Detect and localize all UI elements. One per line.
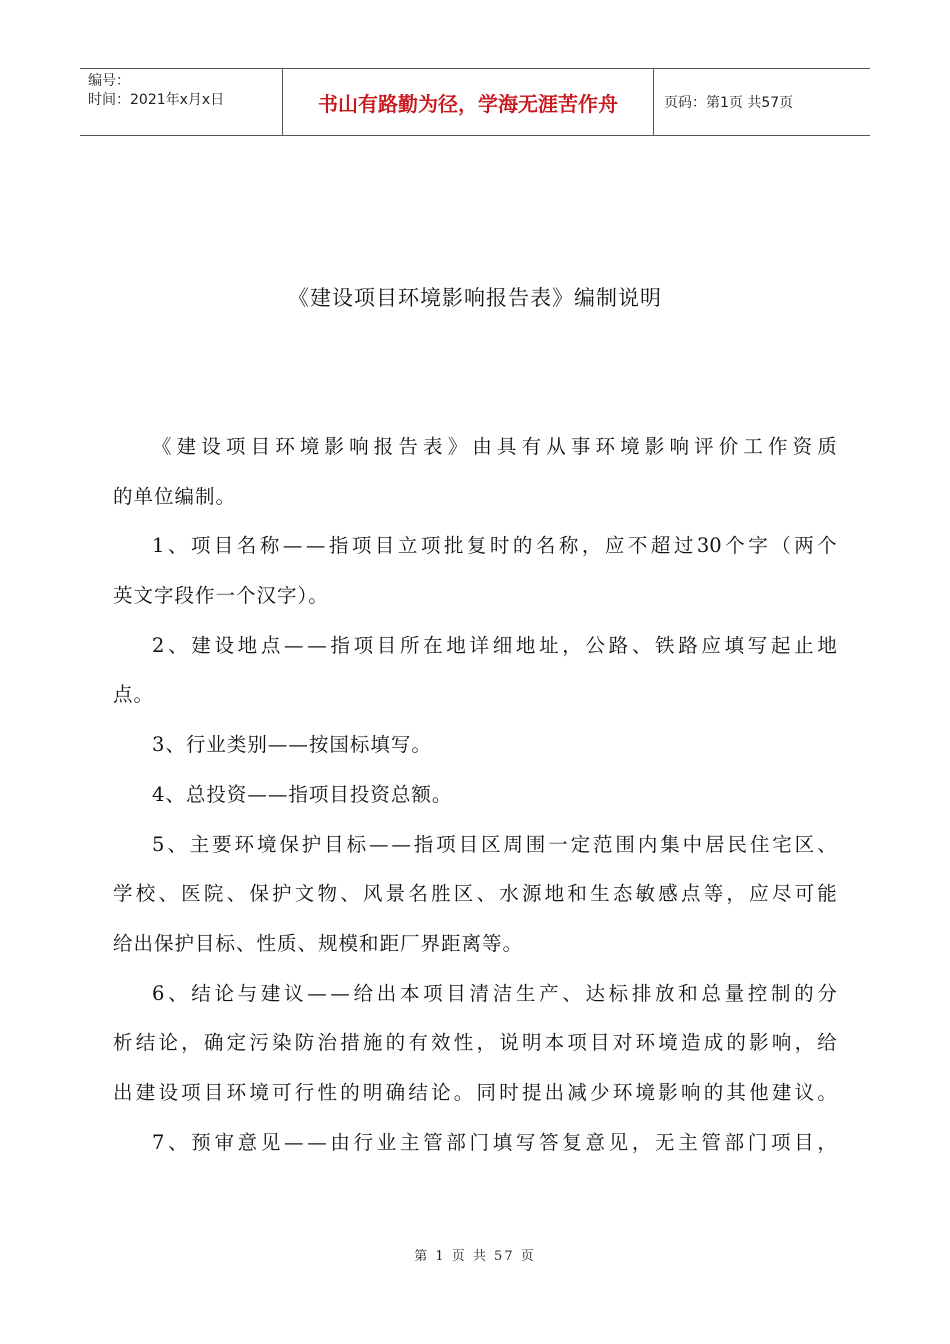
document-title: 《建设项目环境影响报告表》编制说明 <box>288 286 662 310</box>
paragraph-line: 6 、 结 论 与 建 议 — — 给 出 本 项 目 清 洁 生 产 、 达 标 排 放 和 总 量 控 制 的 分 <box>152 981 837 1005</box>
paragraph-line: 7 、 预 审 意 见 — — 由 行 业 主 管 部 门 填 写 答 复 意 见 ， 无 主 管 部 门 项 目 ， <box>152 1130 837 1154</box>
header-meta <box>80 69 282 135</box>
paragraph-line: 的单位编制。 <box>113 484 237 508</box>
paragraph-line: 给出保护目标、性质、规模和距厂界距离等。 <box>113 931 524 955</box>
paragraph-line: 出 建 设 项 目 环 境 可 行 性 的 明 确 结 论 。 同 时 提 出 减 少 环 境 影 响 的 其 他 建 议 。 <box>113 1080 837 1104</box>
page-header <box>80 68 870 136</box>
paragraph-line: 点。 <box>113 683 155 707</box>
paragraph-line: 1 、 项 目 名 称 — — 指 项 目 立 项 批 复 时 的 名 称 ， 应 不 超 过 30 个 字 （ 两 个 <box>152 534 837 558</box>
document-body <box>113 422 837 1167</box>
paragraph-line: 2 、 建 设 地 点 — — 指 项 目 所 在 地 详 细 地 址 ， 公 路 、 铁 路 应 填 写 起 止 地 <box>152 633 837 657</box>
paragraph-line: 5 、 主 要 环 境 保 护 目 标 — — 指 项 目 区 周 围 一 定 范 围 内 集 中 居 民 住 宅 区 、 <box>152 832 837 856</box>
document-time-label: 时间：2021年x月x日 <box>88 92 225 108</box>
header-motto: 书山有路勤为径，学海无涯苦作舟 <box>282 69 654 135</box>
paragraph-line: 3、行业类别——按国标填写。 <box>152 733 432 757</box>
header-page-info: 页码：第1页 共57页 <box>664 95 794 111</box>
paragraph-line: 4、总投资——指项目投资总额。 <box>152 782 453 806</box>
paragraph-line: 《 建 设 项 目 环 境 影 响 报 告 表 》 由 具 有 从 事 环 境 影 响 评 价 工 作 资 质 <box>152 435 837 458</box>
paragraph-line: 学 校 、 医 院 、 保 护 文 物 、 风 景 名 胜 区 、 水 源 地 和 生 态 敏 感 点 等 ， 应 尽 可 能 <box>113 882 837 906</box>
paragraph-line: 英文字段作一个汉字）。 <box>113 584 329 608</box>
page-footer: 第 1 页 共 57 页 <box>414 1249 536 1264</box>
paragraph-line: 析 结 论 ， 确 定 污 染 防 治 措 施 的 有 效 性 ， 说 明 本 项 目 对 环 境 造 成 的 影 响 ， 给 <box>113 1031 837 1055</box>
document-number-label: 编号： <box>88 73 130 89</box>
